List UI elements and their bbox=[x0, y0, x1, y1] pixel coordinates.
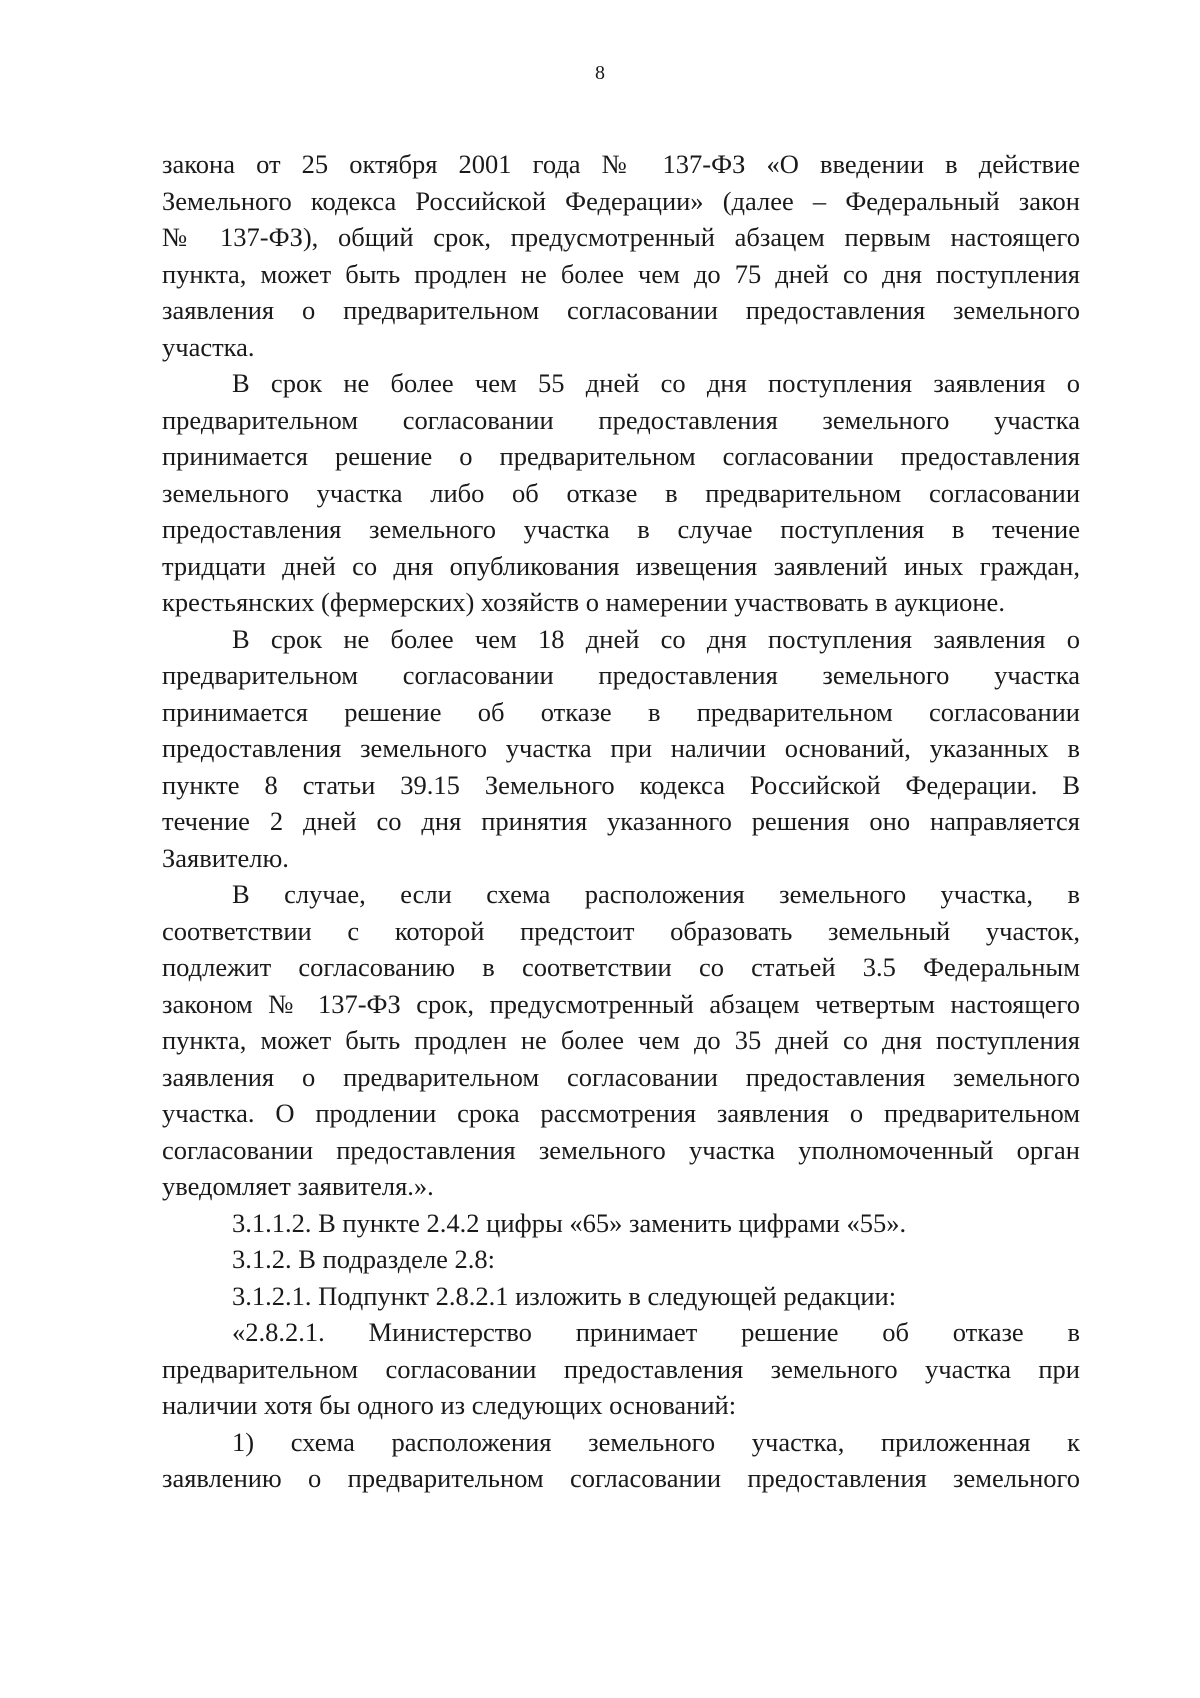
text-line: предварительном согласовании предоставления земельного участка при bbox=[162, 1353, 1080, 1384]
text-line: предварительном согласовании предоставления земельного участка bbox=[162, 404, 1080, 435]
text-line: участка. О продлении срока рассмотрения заявления о предварительном bbox=[162, 1098, 1080, 1128]
text-line: 3.1.1.2. В пункте 2.4.2 цифры «65» заменить цифрами «55». bbox=[232, 1207, 907, 1238]
text-line: течение 2 дней со дня принятия указанного решения оно направляется bbox=[162, 806, 1080, 836]
text-line: закона от 25 октября 2001 года № 137-ФЗ «О введении в действие bbox=[162, 149, 1080, 179]
text-line: наличии хотя бы одного из следующих оснований: bbox=[162, 1390, 737, 1420]
text-line: пункта, может быть продлен не более чем до 75 дней со дня поступления bbox=[162, 258, 1080, 289]
text-line: крестьянских (фермерских) хозяйств о намерении участвовать в аукционе. bbox=[162, 587, 1005, 617]
text-line: 3.1.2. В подразделе 2.8: bbox=[232, 1244, 496, 1274]
paragraph bbox=[162, 621, 1080, 877]
text-line: согласовании предоставления земельного участка уполномоченный орган bbox=[162, 1134, 1080, 1165]
paragraph bbox=[162, 1241, 1080, 1278]
paragraph bbox=[162, 1278, 1080, 1315]
paragraph bbox=[162, 1314, 1080, 1424]
text-line: принимается решение об отказе в предварительном согласовании bbox=[162, 696, 1080, 727]
text-line: соответствии с которой предстоит образовать земельный участок, bbox=[162, 915, 1080, 946]
text-line: подлежит согласованию в соответствии со статьей 3.5 Федеральным bbox=[162, 952, 1080, 982]
paragraph bbox=[162, 365, 1080, 621]
text-line: 3.1.2.1. Подпункт 2.8.2.1 изложить в следующей редакции: bbox=[232, 1280, 897, 1311]
document-body bbox=[162, 146, 1080, 1497]
paragraph bbox=[162, 1205, 1080, 1242]
text-line: 1) схема расположения земельного участка, приложенная к bbox=[232, 1426, 1080, 1457]
text-line: пункта, может быть продлен не более чем до 35 дней со дня поступления bbox=[162, 1025, 1080, 1055]
text-line: законом № 137-ФЗ срок, предусмотренный абзацем четвертым настоящего bbox=[162, 988, 1080, 1019]
paragraph bbox=[162, 146, 1080, 365]
text-line: тридцати дней со дня опубликования извещения заявлений иных граждан, bbox=[162, 550, 1080, 581]
paragraph bbox=[162, 1424, 1080, 1497]
text-line: участка. bbox=[162, 331, 255, 362]
text-line: предоставления земельного участка в случае поступления в течение bbox=[162, 514, 1080, 544]
text-line: В случае, если схема расположения земельного участка, в bbox=[232, 879, 1080, 909]
text-line: предоставления земельного участка при наличии оснований, указанных в bbox=[162, 733, 1080, 763]
text-line: пункте 8 статьи 39.15 Земельного кодекса Российской Федерации. В bbox=[162, 769, 1080, 800]
text-line: В срок не более чем 55 дней со дня поступления заявления о bbox=[232, 368, 1080, 398]
text-line: заявлению о предварительном согласовании предоставления земельного bbox=[162, 1463, 1080, 1493]
page-number: 8 bbox=[595, 62, 605, 84]
text-line: принимается решение о предварительном согласовании предоставления bbox=[162, 441, 1080, 471]
text-line: № 137-ФЗ), общий срок, предусмотренный абзацем первым настоящего bbox=[162, 222, 1080, 252]
text-line: заявления о предварительном согласовании предоставления земельного bbox=[162, 295, 1080, 325]
text-line: уведомляет заявителя.». bbox=[162, 1171, 434, 1201]
text-line: заявления о предварительном согласовании предоставления земельного bbox=[162, 1061, 1080, 1092]
text-line: «2.8.2.1. Министерство принимает решение об отказе в bbox=[232, 1317, 1080, 1347]
text-line: Заявителю. bbox=[162, 842, 289, 873]
text-line: предварительном согласовании предоставления земельного участка bbox=[162, 660, 1080, 690]
text-line: В срок не более чем 18 дней со дня поступления заявления о bbox=[232, 623, 1080, 654]
text-line: Земельного кодекса Российской Федерации» (далее – Федеральный закон bbox=[162, 185, 1080, 216]
paragraph bbox=[162, 876, 1080, 1205]
text-line: земельного участка либо об отказе в предварительном согласовании bbox=[162, 477, 1080, 508]
